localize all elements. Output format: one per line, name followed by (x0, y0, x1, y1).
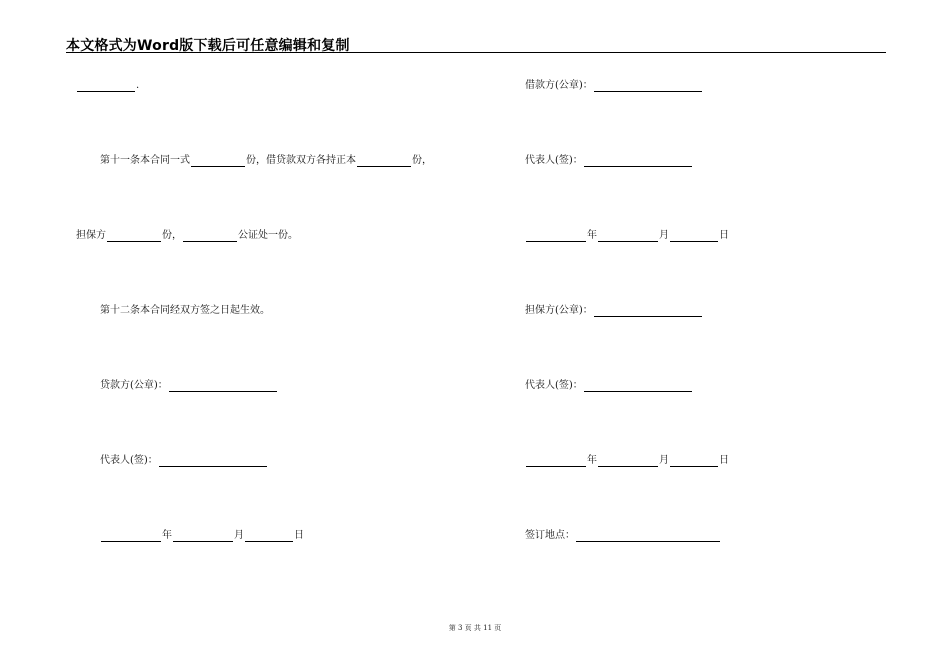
signing-place-field[interactable] (576, 532, 720, 542)
year-field[interactable] (526, 232, 586, 242)
signing-place-line: 签订地点： (525, 530, 721, 542)
lender-date-line: 年 月 日 (100, 530, 304, 542)
borrower-rep-field[interactable] (584, 157, 692, 167)
month-field[interactable] (598, 232, 658, 242)
year-field[interactable] (526, 457, 586, 467)
page-number: 第 3 页 共 11 页 (448, 624, 502, 632)
borrower-seal-line: 借款方(公章)： (525, 80, 703, 92)
day-field[interactable] (670, 232, 718, 242)
clause-11-line: 第十一条本合同一式 份，借贷款双方各持正本 份， (100, 155, 432, 166)
guarantor-copies-field[interactable] (107, 232, 161, 242)
guarantor-rep-field[interactable] (584, 382, 692, 392)
guarantor-seal-field[interactable] (594, 307, 702, 317)
month-field[interactable] (173, 532, 233, 542)
left-top-line: . (76, 80, 139, 92)
page-header-title: 本文格式为Word版下载后可任意编辑和复制 (66, 38, 350, 54)
borrower-date-line: 年 月 日 (525, 230, 729, 242)
guarantor-seal-line: 担保方(公章)： (525, 305, 703, 317)
blank-field[interactable] (77, 82, 135, 92)
year-field[interactable] (101, 532, 161, 542)
notary-copies-field[interactable] (183, 232, 237, 242)
guarantor-date-line: 年 月 日 (525, 455, 729, 467)
guarantor-rep-line: 代表人(签)： (525, 380, 693, 392)
clause-11-continued-line: 担保方 份， 公证处一份。 (76, 230, 298, 241)
day-field[interactable] (670, 457, 718, 467)
borrower-rep-line: 代表人(签)： (525, 155, 693, 167)
lender-seal-field[interactable] (169, 382, 277, 392)
lender-rep-line: 代表人(签)： (100, 455, 268, 467)
copies-each-field[interactable] (357, 157, 411, 167)
lender-rep-field[interactable] (159, 457, 267, 467)
lender-seal-line: 贷款方(公章)： (100, 380, 278, 392)
clause-12-line: 第十二条本合同经双方签之日起生效。 (100, 305, 270, 316)
month-field[interactable] (598, 457, 658, 467)
borrower-seal-field[interactable] (594, 82, 702, 92)
copies-total-field[interactable] (191, 157, 245, 167)
header-rule (66, 52, 886, 53)
day-field[interactable] (245, 532, 293, 542)
